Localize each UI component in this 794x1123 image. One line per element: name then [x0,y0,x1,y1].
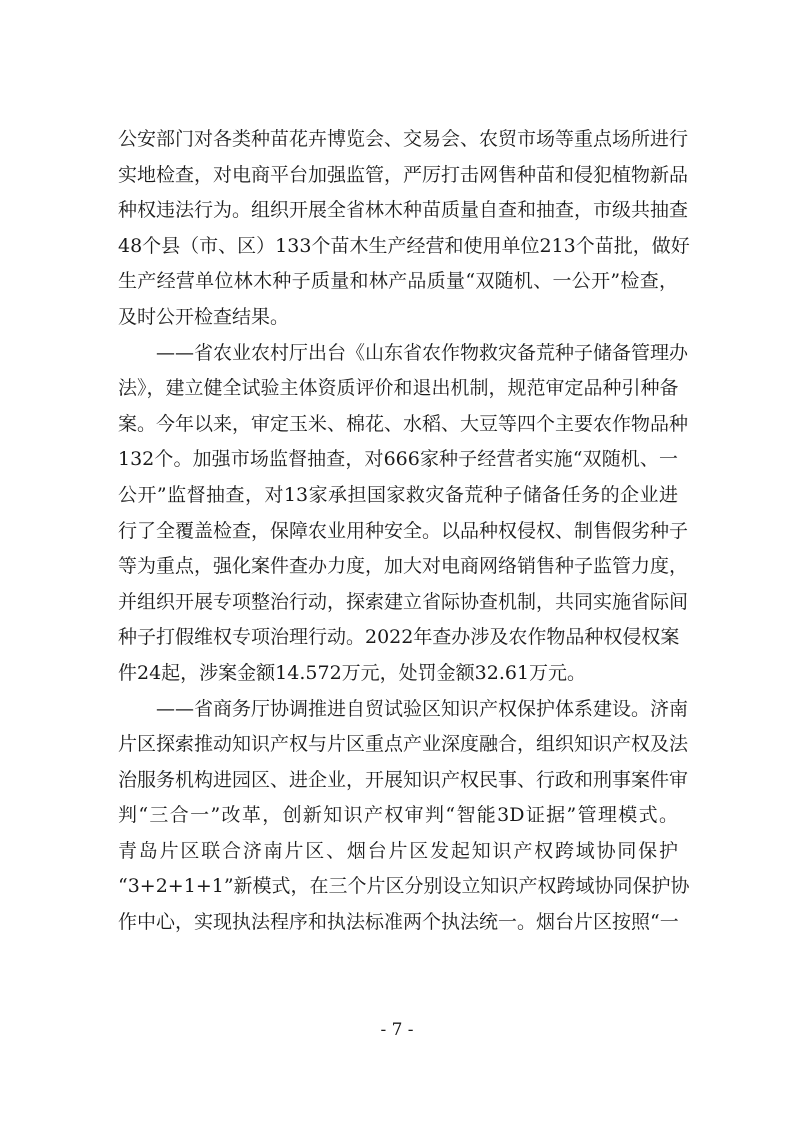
text-line: 种权违法行为。组织开展全省林木种苗质量自查和抽查，市级共抽查 [118,199,689,222]
document-body [118,122,690,941]
text-line: 案。今年以来，审定玉米、棉花、水稻、大豆等四个主要农作物品种 [118,412,689,435]
text-line: ——省商务厅协调推进自贸试验区知识产权保护体系建设。济南 [156,697,689,720]
text-line: 生产经营单位林木种子质量和林产品质量“双随机、一公开”检查， [118,270,678,293]
text-line: 48个县（市、区）133个苗木生产经营和使用单位213个苗批，做好 [118,234,690,257]
paragraph-agriculture-department [118,336,689,692]
text-line: 等为重点，强化案件查办力度，加大对电商网络销售种子监管力度， [118,555,689,578]
text-line: 行了全覆盖检查，保障农业用种安全。以品种权侵权、制售假劣种子 [118,519,689,542]
text-line: 青岛片区联合济南片区、烟台片区发起知识产权跨域协同保护 [118,839,678,862]
text-line: “3+2+1+1”新模式，在三个片区分别设立知识产权跨域协同保护协 [118,875,690,898]
text-line: 及时公开检查结果。 [118,305,290,328]
text-line: 判“三合一”改革，创新知识产权审判“智能3D证据”管理模式。 [118,804,678,827]
text-line: 132个。加强市场监督抽查，对666家种子经营者实施“双随机、一 [118,448,678,471]
text-line: 治服务机构进园区、进企业，开展知识产权民事、行政和刑事案件审 [118,768,689,791]
text-line: 作中心，实现执法程序和执法标准两个执法统一。烟台片区按照“一 [118,911,679,934]
text-line: ——省农业农村厅出台《山东省农作物救灾备荒种子储备管理办 [156,341,689,364]
text-line: 种子打假维权专项治理行动。2022年查办涉及农作物品种权侵权案 [118,626,680,649]
text-line: 法》，建立健全试验主体资质评价和退出机制，规范审定品种引种备 [118,377,679,400]
paragraph-commerce-department [118,692,690,941]
text-line: 件24起，涉案金额14.572万元，处罚金额32.61万元。 [118,661,587,684]
text-line: 片区探索推动知识产权与片区重点产业深度融合，组织知识产权及法 [118,733,689,756]
text-line: 并组织开展专项整治行动，探索建立省际协查机制，共同实施省际间 [118,590,689,613]
paragraph-forestry-inspection [118,122,690,336]
text-line: 公安部门对各类种苗花卉博览会、交易会、农贸市场等重点场所进行 [118,128,689,150]
page-number: - 7 - [380,1020,414,1040]
text-line: 实地检查，对电商平台加强监管，严厉打击网售种苗和侵犯植物新品 [118,163,689,186]
text-line: 公开”监督抽查，对13家承担国家救灾备荒种子储备任务的企业进 [118,483,678,506]
